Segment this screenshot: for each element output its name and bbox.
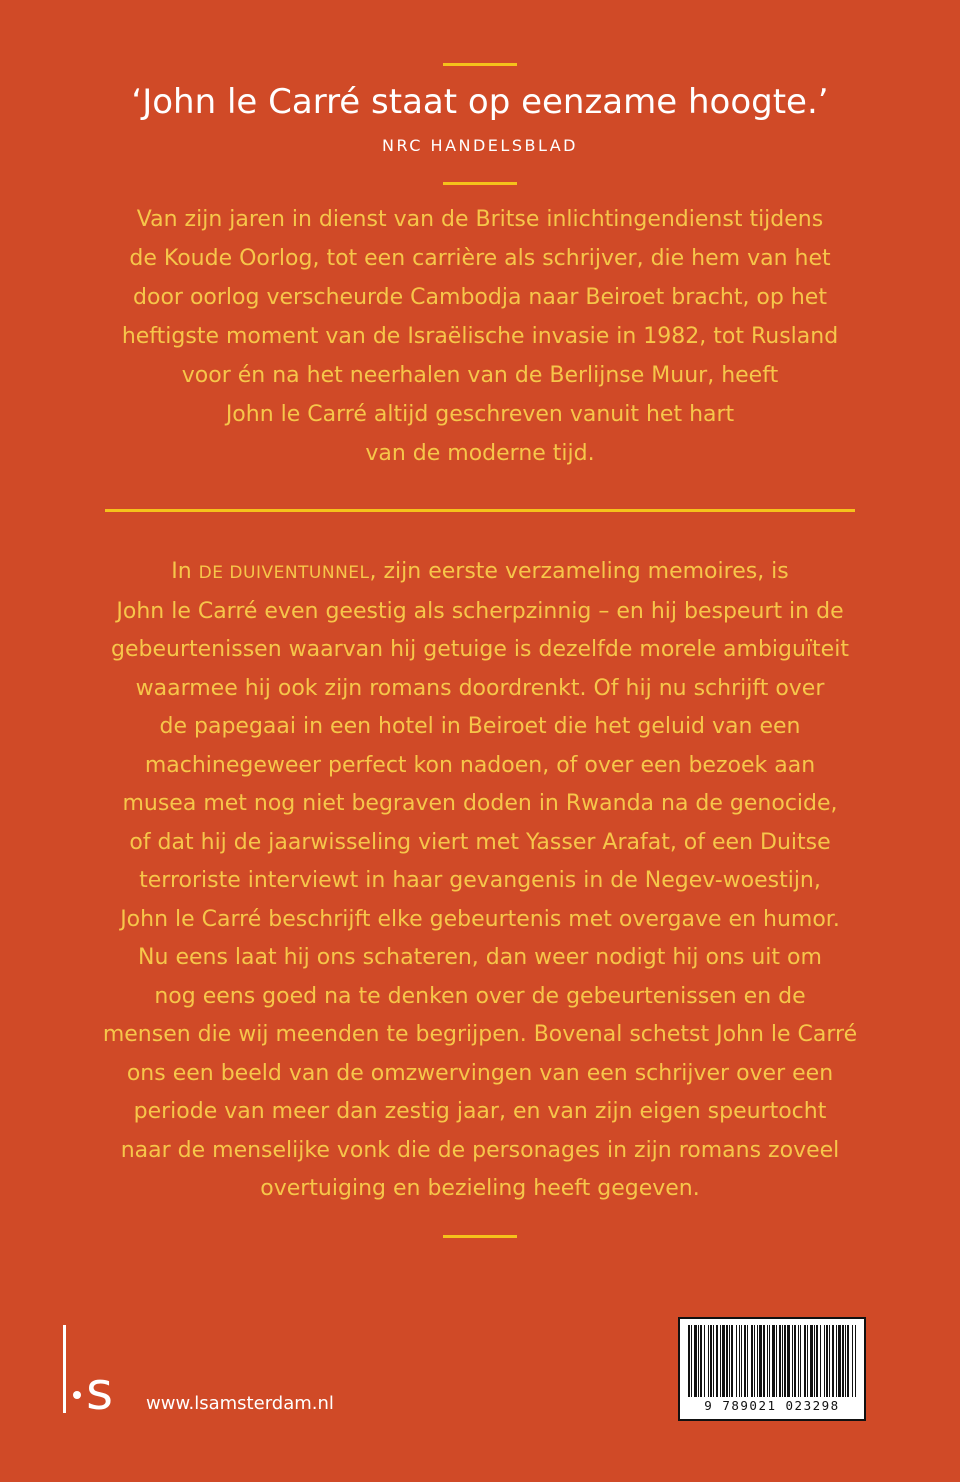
divider-after-quote [443,182,517,185]
review-quote: ‘John le Carré staat op eenzame hoogte.’ [131,82,829,122]
body-line: naar de menselijke vonk die de personages in zijn romans zoveel [120,1137,840,1163]
barcode-bar [744,1325,746,1397]
body-first-line [60,553,900,593]
barcode-bar [845,1325,846,1397]
barcode-bar [852,1325,853,1397]
barcode-bar [816,1325,818,1397]
barcode-bar [698,1325,699,1397]
barcode-bar [820,1325,821,1397]
publisher-website: www.lsamsterdam.nl [146,1393,334,1414]
body-first-prefix: In [171,559,199,584]
logo-bar-mark [63,1325,66,1413]
body-line: John le Carré even geestig als scherpzinnig – en hij bespeurt in de [116,598,844,624]
intro-line: voor én na het neerhalen van de Berlijnse Muur, heeft [181,363,779,388]
intro-line: door oorlog verscheurde Cambodja naar Beiroet bracht, op het [133,285,827,310]
barcode-bar [710,1325,712,1397]
body-first-suffix: , zijn eerste verzameling memoires, is [369,559,789,584]
barcode-bar [736,1325,737,1397]
intro-line: van de moderne tijd. [365,441,595,466]
barcode-bar [782,1325,783,1397]
barcode-bar [767,1325,768,1397]
body-line: terroriste interviewt in haar gevangenis in de Negev-woestijn, [139,868,821,893]
barcode-bar [741,1325,742,1397]
barcode-bar [754,1325,755,1397]
barcode-bar [855,1325,856,1397]
barcode-bar [722,1325,725,1397]
body-line: de papegaai in een hotel in Beiroet die het geluid van een [159,714,801,739]
barcode-bar [787,1325,790,1397]
barcode-bars [688,1325,856,1397]
body-line: nog eens goed na te denken over de gebeurtenissen en de [154,983,806,1009]
logo-dot-mark [73,1391,81,1399]
divider-bottom [443,1235,517,1238]
barcode-bar [731,1325,733,1397]
barcode-bar [729,1325,730,1397]
barcode-bar [810,1325,813,1397]
divider-wide [105,509,855,512]
barcode-bar [763,1325,765,1397]
body-line: periode van meer dan zestig jaar, en van zijn eigen speurtocht [133,1099,827,1124]
body-line: waarmee hij ook zijn romans doordrenkt. Of hij nu schrijft over [135,675,825,701]
barcode-bar [769,1325,770,1397]
barcode-bar [759,1325,762,1397]
intro-line: de Koude Oorlog, tot een carrière als schrijver, die hem van het [129,246,831,271]
isbn-barcode [678,1317,866,1421]
barcode-bar [807,1325,808,1397]
body-line: of dat hij de jaarwisseling viert met Yasser Arafat, of een Duitse [129,829,831,855]
body-line: machinegeweer perfect kon nadoen, of over een bezoek aan [144,752,816,778]
book-title: DE DUIVENTUNNEL [198,563,370,583]
barcode-bar [691,1325,692,1397]
barcode-bar [832,1325,834,1397]
barcode-bar [784,1325,786,1397]
barcode-bar [726,1325,728,1397]
intro-line: Van zijn jaren in dienst van de Britse inlichtingendienst tijdens [136,207,824,232]
body-paragraph [60,553,900,1209]
divider-top [443,63,517,66]
barcode-bar [713,1325,714,1397]
body-line: musea met nog niet begraven doden in Rwanda na de genocide, [122,791,838,816]
barcode-bar [824,1325,825,1397]
barcode-bar [751,1325,753,1397]
body-line: Nu eens laat hij ons schateren, dan weer nodigt hij ons uit om [138,945,822,970]
barcode-bar [700,1325,702,1397]
body-line: ons een beeld van de omzwervingen van een schrijver over een [126,1060,834,1086]
barcode-bar [804,1325,806,1397]
barcode-bar [716,1325,718,1397]
barcode-bar [720,1325,721,1397]
isbn-number: 9 789021 023298 [704,1398,840,1413]
barcode-bar [704,1325,705,1397]
barcode-bar [708,1325,709,1397]
barcode-bar [688,1325,690,1397]
barcode-bar [794,1325,796,1397]
body-line: overtuiging en bezieling heeft gegeven. [260,1176,700,1201]
body-line: John le Carré beschrijft elke gebeurtenis met overgave en humor. [120,906,840,932]
barcode-bar [747,1325,748,1397]
quote-source: NRC HANDELSBLAD [381,136,578,155]
body-line: gebeurtenissen waarvan hij getuige is dezelfde morele ambiguïteit [111,637,849,662]
barcode-bar [847,1325,849,1397]
barcode-bar [826,1325,828,1397]
logo-letter: s [86,1362,114,1422]
barcode-bar [779,1325,781,1397]
barcode-bar [739,1325,740,1397]
barcode-bar [838,1325,841,1397]
barcode-bar [814,1325,815,1397]
barcode-bar [776,1325,777,1397]
barcode-bar [772,1325,775,1397]
barcode-bar [798,1325,799,1397]
barcode-bar [757,1325,758,1397]
intro-line: John le Carré altijd geschreven vanuit het hart [225,402,735,427]
body-line: mensen die wij meenden te begrijpen. Bovenal schetst John le Carré [102,1022,858,1047]
barcode-bar [836,1325,837,1397]
barcode-bar [829,1325,830,1397]
barcode-bar [800,1325,801,1397]
barcode-bar [694,1325,697,1397]
intro-line: heftigste moment van de Israëlische invasie in 1982, tot Rusland [121,324,839,349]
intro-paragraph [60,200,900,473]
barcode-bar [792,1325,793,1397]
barcode-bar [842,1325,844,1397]
